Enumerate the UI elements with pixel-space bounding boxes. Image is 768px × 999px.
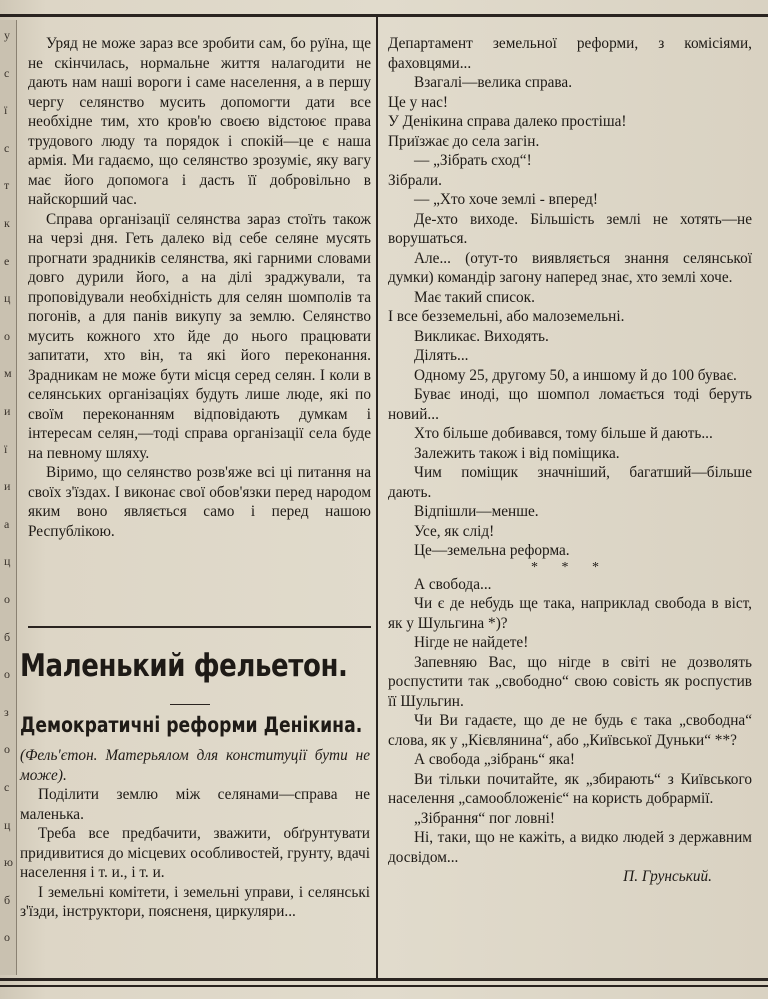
margin-fragment: ї xyxy=(4,441,8,456)
line: Це—земельна реформа. xyxy=(414,542,570,559)
line: Зібрали. xyxy=(388,171,442,189)
margin-fragment: и xyxy=(4,479,11,494)
line: Департамент земельної реформи, з комісіями, фаховцями... xyxy=(388,35,752,72)
margin-fragment: к xyxy=(4,216,10,230)
title-dash xyxy=(170,704,210,705)
line: Ви тільки почитайте, як „збирають“ з Київського населення „самообложеніє“ на користь добрармії. xyxy=(388,770,752,807)
margin-fragment: с xyxy=(4,140,10,155)
line: Приїзжає до села загін. xyxy=(388,132,540,150)
margin-fragment: и xyxy=(4,404,11,418)
line: „Зібрання“ пог ловні! xyxy=(414,809,555,827)
margin-fragment: о xyxy=(4,667,10,682)
paragraph: Справа організації селянства зараз стоїть також на черзі дня. Геть далеко від себе селяне мусять прогнати зрадників селянства, які гарними словами довго дурили його, а на ділі зраджували, та проповідували необхідність для селян шомполів та погонів, а для панів викупу за землю. Селянство мусить кожного хто йде до нього працювати запитати, хто він, та які його переконання. Зрадникам не може бути місця серед селян. І коли в селянських організаціях будуть лише люде, які по своїм переконанням відповідають думкам і інтересам селян,—тоді справа організації села буде на певному шляху. xyxy=(28,210,371,462)
line: Залежить також і від поміщика. xyxy=(414,444,620,462)
margin-fragment: о xyxy=(4,328,10,343)
line: Але... (отут-то виявляється знання селянської думки) командір загону наперед знає, хто землі хоче. xyxy=(388,249,752,286)
left-margin-strip xyxy=(0,20,17,975)
line: Ділять... xyxy=(414,347,469,364)
paragraph: Поділити землю між селянами—справа не маленька. xyxy=(20,786,370,823)
line: Запевняю Вас, що нігде в світі не дозволять роспустити так „свободно“ свою совість як роспустив її Шульгин. xyxy=(388,653,752,710)
margin-fragment: б xyxy=(4,629,11,644)
paragraph: Уряд не може зараз все зробити сам, бо руїна, ще не скінчилась, нормальне життя налагодити не дають нам наші вороги і саме населення, а в першу чергу селянство мусить допомогти дати все необхідне тим, хто кров'ю своєю відстоює права трудового люду та порядок і спокій—це є наша армія. Ми гадаємо, що селянство зрозуміє, яку вагу має його допомога і дасть її добровільно в найскорший час. xyxy=(28,35,371,208)
margin-fragment: а xyxy=(4,516,10,531)
line: Буває иноді, що шомпол ломається тоді беруть новий... xyxy=(388,386,752,423)
line: Це у нас! xyxy=(388,93,448,111)
line: Чим поміщик значніший, багатший—більше дають. xyxy=(388,464,752,501)
margin-fragment: е xyxy=(4,253,10,268)
line: — „Зібрать сход“! xyxy=(414,152,532,169)
left-column xyxy=(28,34,371,541)
line: Має такий список. xyxy=(414,288,535,306)
right-column xyxy=(388,34,752,887)
line: Нігде не найдете! xyxy=(414,634,529,651)
line: Ні, таки, що не кажіть, а видко людей з державним досвідом... xyxy=(388,829,752,866)
line: Взагалі—велика справа. xyxy=(414,74,573,91)
margin-fragment: с xyxy=(4,780,10,794)
line: Де-хто виходе. Більшість землі не хотять—не ворушаться. xyxy=(388,210,752,247)
bottom-rule-thin xyxy=(0,985,768,987)
paragraph: Треба все предбачити, зважити, обґрунтувати придивитися до місцевих особливостей, грунту, вдачі населення і т. и., і т. и. xyxy=(20,825,370,881)
line: І все безземельні, або малоземельні. xyxy=(388,308,625,325)
margin-fragment: ц xyxy=(4,817,11,832)
margin-fragment: б xyxy=(4,892,11,907)
line: А свобода „зібрань“ яка! xyxy=(414,751,576,768)
line: Викликає. Виходять. xyxy=(414,327,549,345)
line: Відпішли—менше. xyxy=(414,503,539,520)
top-rule xyxy=(0,14,768,17)
line: — „Хто хоче землі - вперед! xyxy=(414,191,598,208)
margin-fragment: ю xyxy=(4,855,13,870)
feuilleton-body xyxy=(20,746,370,922)
feuilleton-note: (Фель'єтон. Матерьялом для конституції бути не може). xyxy=(20,747,370,784)
line: Одному 25, другому 50, а иншому й до 100 буває. xyxy=(414,366,737,384)
section-stars: * * * xyxy=(531,559,609,575)
margin-fragment: о xyxy=(4,930,10,945)
line: Хто більше добивався, тому більше й дають... xyxy=(414,425,713,442)
margin-fragment: ц xyxy=(4,554,11,569)
margin-fragment: о xyxy=(4,592,10,606)
bottom-rule xyxy=(0,978,768,981)
section-rule xyxy=(28,626,371,628)
margin-fragment: ї xyxy=(4,103,8,118)
line: Чи Ви гадаєте, що де не будь є така „свободна“ слова, як у „Кієвлянина“, або „Київської Дуньки“ **? xyxy=(388,712,752,749)
margin-fragment: с xyxy=(4,65,10,80)
author-signature: П. Грунський. xyxy=(623,868,712,885)
column-divider xyxy=(376,14,378,979)
line: У Денікина справа далеко простіша! xyxy=(388,113,627,130)
line: Чи є де небудь ще така, наприклад свобода в віст, як у Шульгина *)? xyxy=(388,595,752,632)
margin-fragment: о xyxy=(4,742,10,757)
paragraph: І земельні комітети, і земельні управи, і селянські з'їзди, інструктори, поясненя, циркуляри... xyxy=(20,883,370,920)
feuilleton-title: Маленький фельетон. xyxy=(20,648,348,684)
feuilleton-subtitle: Демократичні реформи Денікина. xyxy=(20,713,363,737)
margin-fragment: м xyxy=(4,366,12,381)
margin-fragment: з xyxy=(4,704,9,719)
margin-fragment: т xyxy=(4,178,10,193)
margin-fragment: у xyxy=(4,28,10,42)
line: Усе, як слід! xyxy=(414,522,495,540)
line: А свобода... xyxy=(414,575,492,593)
margin-fragment: ц xyxy=(4,291,11,306)
paragraph: Віримо, що селянство розв'яже всі ці питання на своїх з'їздах. І виконає свої обов'язки перед народом яким воно являється само і перед нашою Республікою. xyxy=(28,464,371,540)
